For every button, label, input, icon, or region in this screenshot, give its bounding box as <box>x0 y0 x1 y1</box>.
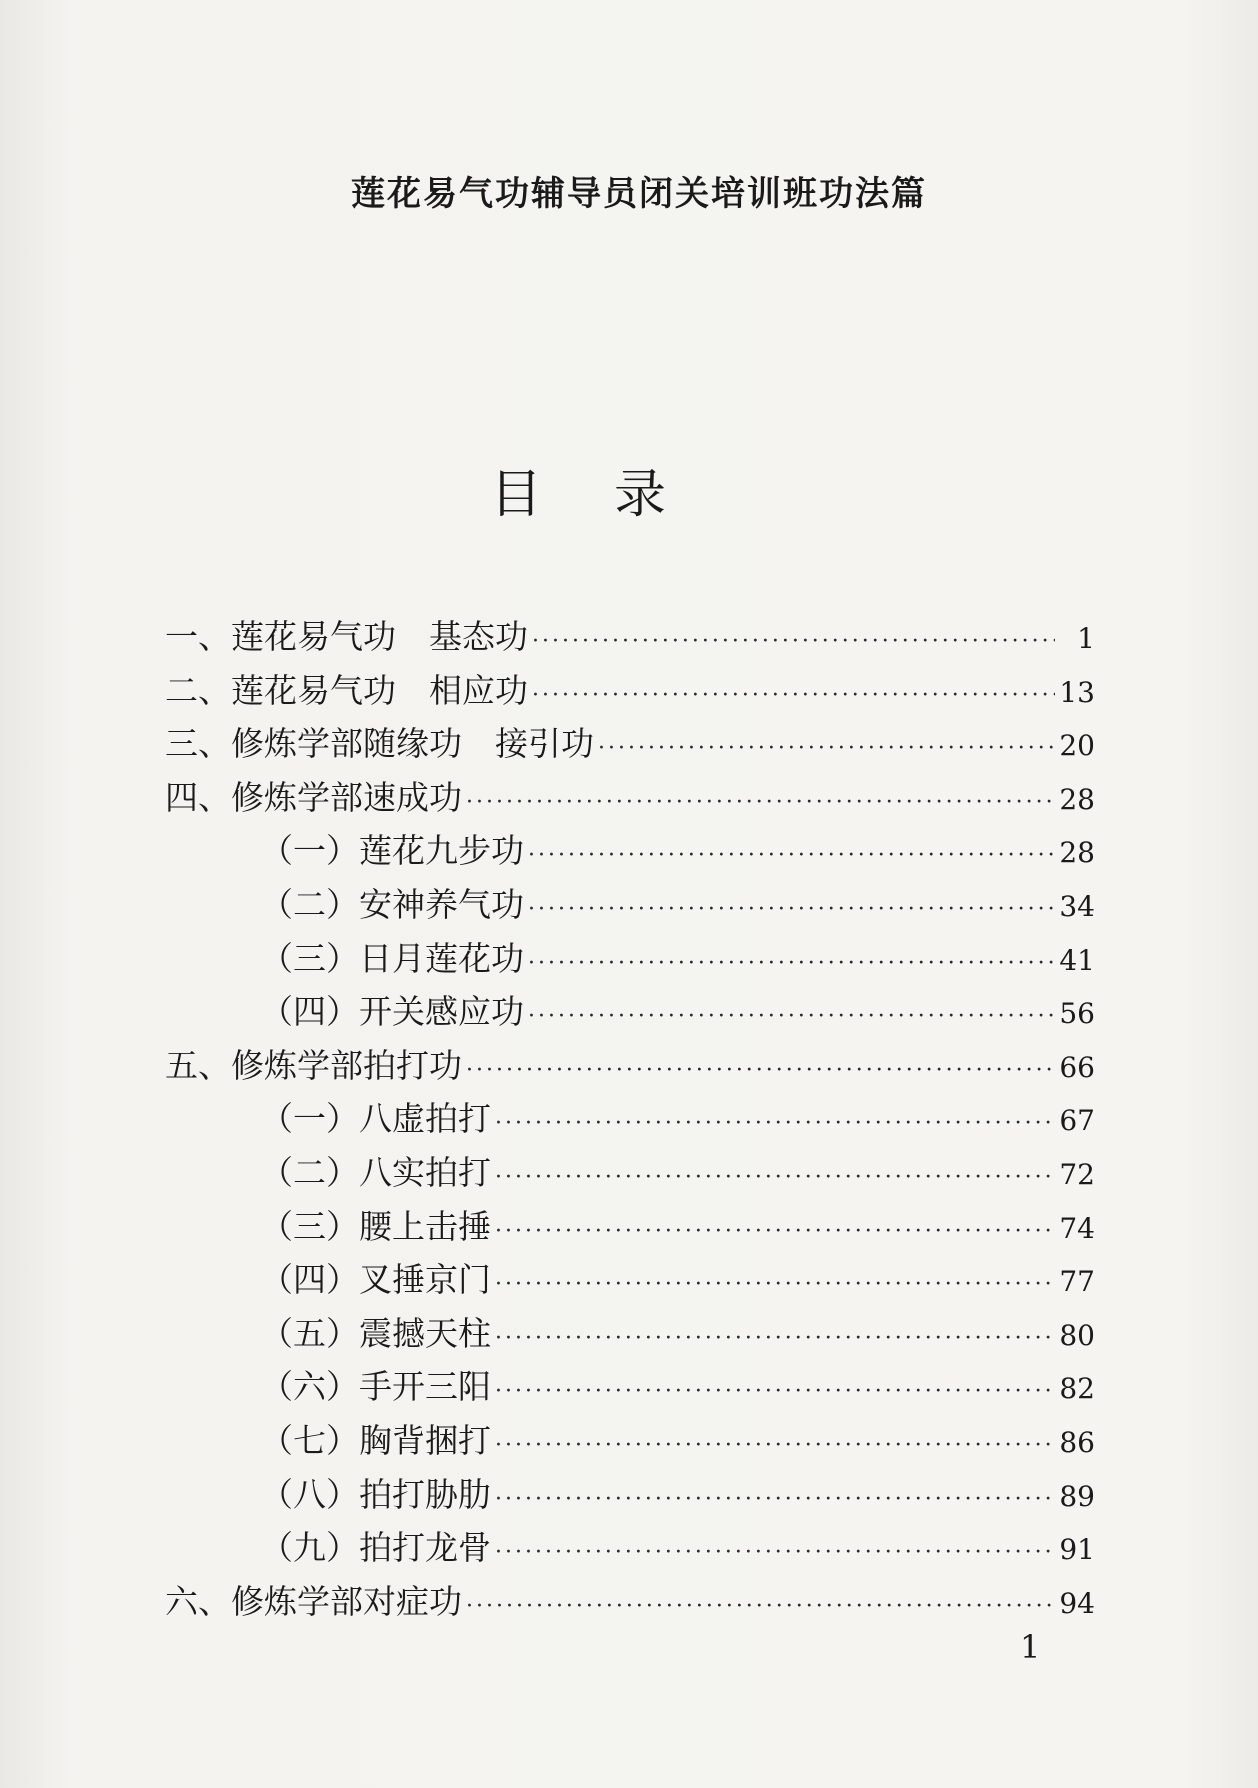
toc-entry-label: （四）叉捶京门 <box>260 1260 491 1300</box>
dot-leader <box>528 883 1055 937</box>
toc-entry-page-number: 66 <box>1059 1050 1095 1084</box>
toc-subentry[interactable] <box>165 878 1095 932</box>
toc-entry-label: （三）腰上击捶 <box>260 1206 491 1246</box>
toc-entry-page-number: 86 <box>1059 1425 1095 1459</box>
toc-entry-page-number: 28 <box>1059 782 1095 816</box>
toc-subentry[interactable] <box>165 1468 1095 1522</box>
dot-leader <box>495 1526 1055 1580</box>
toc-entry-page-number: 91 <box>1059 1533 1095 1567</box>
toc-entry-page-number: 77 <box>1059 1265 1095 1299</box>
toc-entry-label: （一）八虚拍打 <box>260 1099 491 1139</box>
toc-entry-label: （五）震撼天柱 <box>260 1313 491 1353</box>
toc-entry-label: 一、莲花易气功 基态功 <box>165 617 528 656</box>
toc-entry-label: （六）手开三阳 <box>260 1367 491 1407</box>
toc-entry[interactable] <box>165 610 1095 664</box>
toc-subentry[interactable] <box>165 1146 1095 1200</box>
toc-subentry[interactable] <box>165 1092 1095 1146</box>
toc-entry-label: （四）开关感应功 <box>260 992 524 1032</box>
dot-leader <box>466 776 1055 830</box>
dot-leader <box>466 1580 1055 1634</box>
toc-entry-label: （九）拍打龙骨 <box>260 1528 491 1568</box>
toc-entry-page-number: 13 <box>1059 675 1095 709</box>
dot-leader <box>598 722 1055 776</box>
toc-entry-page-number: 67 <box>1059 1104 1095 1138</box>
toc-subentry[interactable] <box>165 1414 1095 1468</box>
toc-entry-page-number: 94 <box>1059 1586 1095 1620</box>
toc-entry-label: 六、修炼学部对症功 <box>165 1581 462 1621</box>
toc-subentry[interactable] <box>165 1360 1095 1414</box>
toc-subentry[interactable] <box>165 1521 1095 1575</box>
toc-entry-page-number: 28 <box>1059 836 1095 870</box>
toc-entry-page-number: 74 <box>1059 1211 1095 1245</box>
dot-leader <box>495 1097 1055 1151</box>
dot-leader <box>495 1419 1055 1473</box>
toc-entry-page-number: 20 <box>1059 729 1095 763</box>
dot-leader <box>528 829 1055 883</box>
dot-leader <box>528 990 1055 1044</box>
toc-entry-label: （八）拍打胁肋 <box>260 1474 491 1514</box>
dot-leader <box>495 1365 1055 1419</box>
toc-entry-label: （二）八实拍打 <box>260 1152 491 1192</box>
toc-subentry[interactable] <box>165 1253 1095 1307</box>
toc-entry-label: 五、修炼学部拍打功 <box>165 1045 462 1085</box>
toc-entry-label: （三）日月莲花功 <box>260 938 524 978</box>
toc-entry-page-number: 89 <box>1059 1479 1095 1513</box>
dot-leader <box>495 1473 1055 1527</box>
toc-entry[interactable] <box>165 664 1095 718</box>
toc-entry[interactable] <box>165 771 1095 825</box>
toc-entry[interactable] <box>165 717 1095 771</box>
toc-entry-page-number: 72 <box>1059 1157 1095 1191</box>
table-of-contents <box>165 610 1095 1628</box>
toc-heading-char-1: 目 <box>490 465 543 525</box>
toc-entry-page-number: 34 <box>1059 889 1095 923</box>
book-title: 莲花易气功辅导员闭关培训班功法篇 <box>351 174 927 214</box>
toc-entry-label: 三、修炼学部随缘功 接引功 <box>165 724 594 764</box>
toc-heading-char-2: 录 <box>614 465 667 525</box>
toc-entry-label: （二）安神养气功 <box>260 884 524 924</box>
dot-leader <box>532 669 1055 723</box>
toc-entry[interactable] <box>165 1575 1095 1629</box>
toc-entry-label: （一）莲花九步功 <box>260 831 524 871</box>
toc-entry-label: 四、修炼学部速成功 <box>165 777 462 817</box>
dot-leader <box>495 1205 1055 1259</box>
dot-leader <box>495 1151 1055 1205</box>
toc-subentry[interactable] <box>165 985 1095 1039</box>
toc-entry-label: 二、莲花易气功 相应功 <box>165 670 528 710</box>
page-number: 1 <box>1020 1628 1041 1666</box>
toc-entry-page-number: 80 <box>1059 1318 1095 1352</box>
toc-entry[interactable] <box>165 1039 1095 1093</box>
toc-heading <box>490 452 666 527</box>
toc-entry-page-number: 82 <box>1059 1372 1095 1406</box>
toc-subentry[interactable] <box>165 1200 1095 1254</box>
dot-leader <box>495 1312 1055 1366</box>
toc-subentry[interactable] <box>165 932 1095 986</box>
toc-subentry[interactable] <box>165 1307 1095 1361</box>
toc-entry-page-number: 41 <box>1059 943 1095 977</box>
dot-leader <box>495 1258 1055 1312</box>
dot-leader <box>532 615 1055 669</box>
toc-subentry[interactable] <box>165 824 1095 878</box>
dot-leader <box>466 1044 1055 1098</box>
dot-leader <box>528 937 1055 991</box>
toc-entry-label: （七）胸背捆打 <box>260 1420 491 1460</box>
toc-entry-page-number: 56 <box>1059 997 1095 1031</box>
toc-entry-page-number: 1 <box>1077 622 1095 655</box>
